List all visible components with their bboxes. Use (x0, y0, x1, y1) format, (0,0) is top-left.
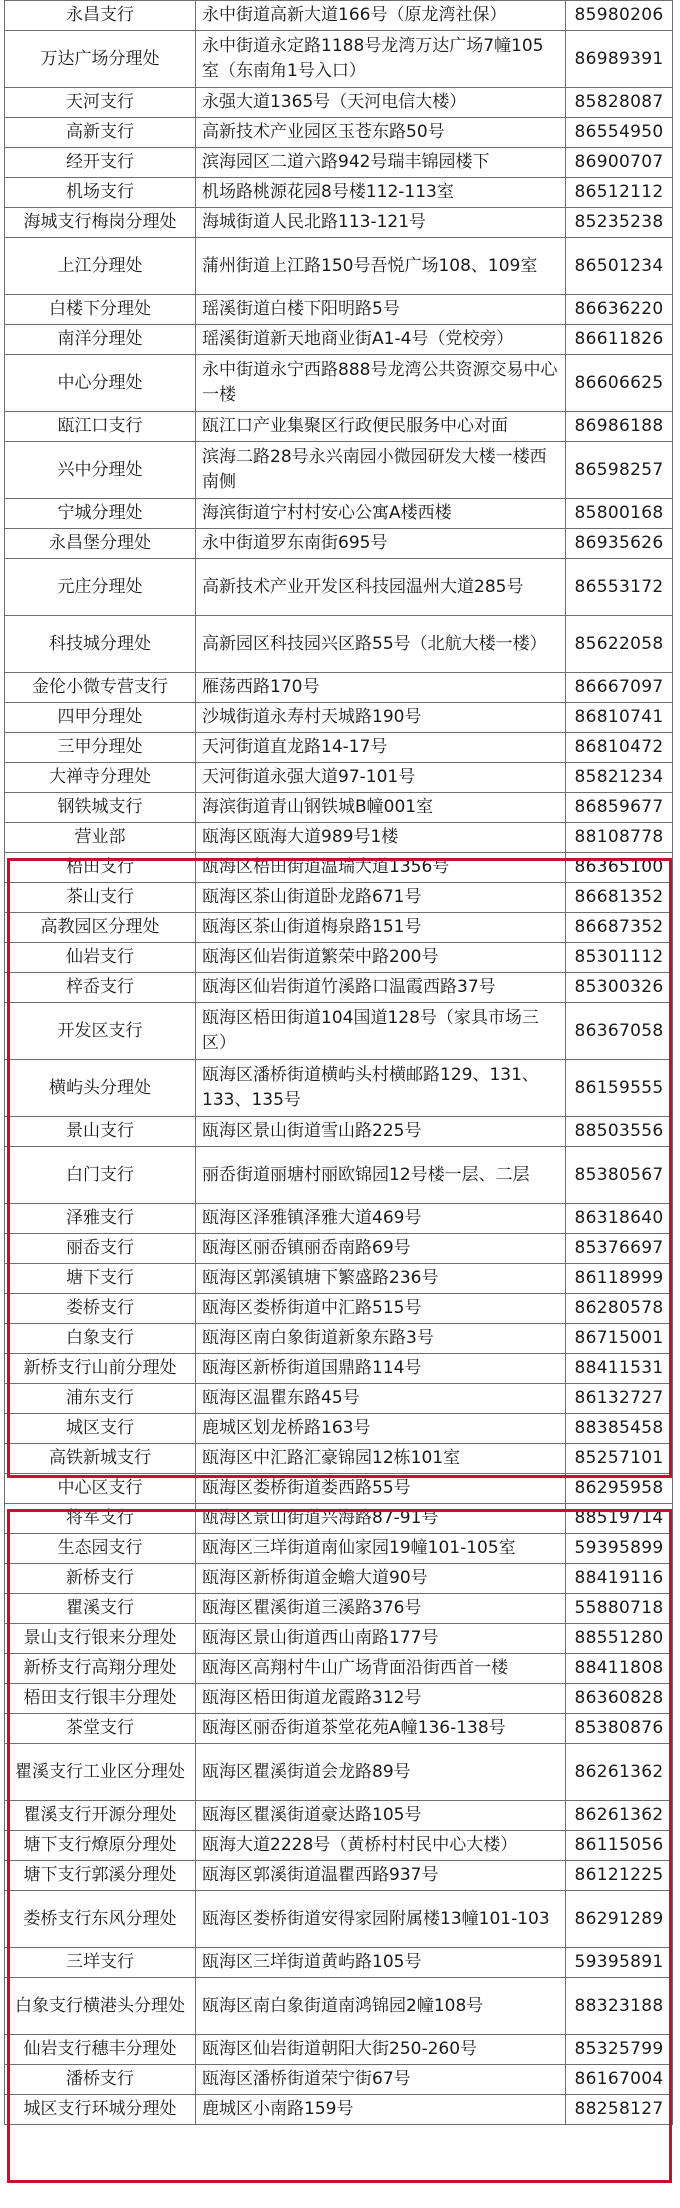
address-cell: 雁荡西路170号 (196, 673, 566, 703)
table-row (5, 178, 673, 208)
branch-name-cell: 新桥支行山前分理处 (5, 1354, 196, 1384)
address-cell: 海滨街道青山钢铁城B幢001室 (196, 793, 566, 823)
branch-name-cell: 元庄分理处 (5, 559, 196, 616)
phone-cell: 85380567 (566, 1147, 673, 1204)
table-row (5, 31, 673, 88)
branch-name-cell: 高新支行 (5, 118, 196, 148)
phone-cell: 88385458 (566, 1414, 673, 1444)
address-cell: 瓯海区景山街道雪山路225号 (196, 1117, 566, 1147)
phone-cell: 86810741 (566, 703, 673, 733)
address-cell: 瓯海区景山街道兴海路87-91号 (196, 1504, 566, 1534)
phone-cell: 55880718 (566, 1594, 673, 1624)
address-cell: 瓯海区泽雅镇泽雅大道469号 (196, 1204, 566, 1234)
address-cell: 瓯海区郭溪街道温瞿西路937号 (196, 1861, 566, 1891)
phone-cell: 86167004 (566, 2065, 673, 2095)
table-row (5, 1978, 673, 2035)
phone-cell: 86367058 (566, 1003, 673, 1060)
phone-cell: 86360828 (566, 1684, 673, 1714)
table-row (5, 1060, 673, 1117)
phone-cell: 85622058 (566, 616, 673, 673)
branch-name-cell: 白象支行横港头分理处 (5, 1978, 196, 2035)
branch-name-cell: 中心区支行 (5, 1474, 196, 1504)
table-row (5, 88, 673, 118)
branch-name-cell: 科技城分理处 (5, 616, 196, 673)
table-row (5, 1003, 673, 1060)
table-row (5, 793, 673, 823)
table-row (5, 823, 673, 853)
phone-cell: 88519714 (566, 1504, 673, 1534)
table-row (5, 1384, 673, 1414)
table-row (5, 1444, 673, 1474)
phone-cell: 86935626 (566, 529, 673, 559)
branch-name-cell: 将军支行 (5, 1504, 196, 1534)
address-cell: 高新技术产业开发区科技园温州大道285号 (196, 559, 566, 616)
phone-cell: 88419116 (566, 1564, 673, 1594)
phone-cell: 86159555 (566, 1060, 673, 1117)
branch-name-cell: 永昌堡分理处 (5, 529, 196, 559)
address-cell: 鹿城区小南路159号 (196, 2095, 566, 2125)
table-row (5, 2035, 673, 2065)
branch-name-cell: 南洋分理处 (5, 325, 196, 355)
phone-cell: 85800168 (566, 499, 673, 529)
branch-name-cell: 机场支行 (5, 178, 196, 208)
table-row (5, 1264, 673, 1294)
branch-name-cell: 瞿溪支行 (5, 1594, 196, 1624)
phone-cell: 86687352 (566, 913, 673, 943)
phone-cell: 85300326 (566, 973, 673, 1003)
table-row (5, 1564, 673, 1594)
branch-name-cell: 景山支行 (5, 1117, 196, 1147)
address-cell: 瓯海区郭溪镇塘下繁盛路236号 (196, 1264, 566, 1294)
phone-cell: 86606625 (566, 355, 673, 412)
address-cell: 瓯海区丽岙街道茶堂花苑A幢136-138号 (196, 1714, 566, 1744)
phone-cell: 85828087 (566, 88, 673, 118)
branch-name-cell: 四甲分理处 (5, 703, 196, 733)
table-row (5, 1744, 673, 1801)
table-row (5, 325, 673, 355)
branch-name-cell: 瞿溪支行工业区分理处 (5, 1744, 196, 1801)
phone-cell: 86667097 (566, 673, 673, 703)
branch-name-cell: 娄桥支行东风分理处 (5, 1891, 196, 1948)
address-cell: 永中街道罗东南街695号 (196, 529, 566, 559)
address-cell: 瓯海区景山街道西山南路177号 (196, 1624, 566, 1654)
phone-cell: 86715001 (566, 1324, 673, 1354)
table-row (5, 1654, 673, 1684)
address-cell: 瓯海区仙岩街道朝阳大街250-260号 (196, 2035, 566, 2065)
table-row (5, 913, 673, 943)
branch-name-cell: 天河支行 (5, 88, 196, 118)
branch-name-cell: 瓯江口支行 (5, 412, 196, 442)
address-cell: 瓯海区仙岩街道繁荣中路200号 (196, 943, 566, 973)
table-row (5, 1594, 673, 1624)
branch-name-cell: 大禅寺分理处 (5, 763, 196, 793)
table-row (5, 1147, 673, 1204)
phone-cell: 86598257 (566, 442, 673, 499)
branch-name-cell: 高铁新城支行 (5, 1444, 196, 1474)
address-cell: 高新园区科技园兴区路55号（北航大楼一楼） (196, 616, 566, 673)
phone-cell: 88503556 (566, 1117, 673, 1147)
table-row (5, 529, 673, 559)
table-row (5, 355, 673, 412)
phone-cell: 86365100 (566, 853, 673, 883)
branch-name-cell: 梓岙支行 (5, 973, 196, 1003)
branch-name-cell: 梧田支行 (5, 853, 196, 883)
phone-cell: 88551280 (566, 1624, 673, 1654)
branch-name-cell: 高教园区分理处 (5, 913, 196, 943)
table-row (5, 1948, 673, 1978)
branch-name-cell: 宁城分理处 (5, 499, 196, 529)
table-row (5, 1354, 673, 1384)
table-row (5, 1684, 673, 1714)
branch-name-cell: 生态园支行 (5, 1534, 196, 1564)
address-cell: 瓯海区南白象街道南鸿锦园2幢108号 (196, 1978, 566, 2035)
branch-name-cell: 浦东支行 (5, 1384, 196, 1414)
address-cell: 瓯海区娄桥街道娄西路55号 (196, 1474, 566, 1504)
branch-name-cell: 中心分理处 (5, 355, 196, 412)
address-cell: 沙城街道永寿村天城路190号 (196, 703, 566, 733)
branch-name-cell: 茶堂支行 (5, 1714, 196, 1744)
table-row (5, 1324, 673, 1354)
table-row (5, 1801, 673, 1831)
table-row (5, 1294, 673, 1324)
branch-name-cell: 仙岩支行 (5, 943, 196, 973)
phone-cell: 86121225 (566, 1861, 673, 1891)
phone-cell: 86295958 (566, 1474, 673, 1504)
phone-cell: 86291289 (566, 1891, 673, 1948)
phone-cell: 86611826 (566, 325, 673, 355)
phone-cell: 86900707 (566, 148, 673, 178)
phone-cell: 85821234 (566, 763, 673, 793)
address-cell: 天河街道永强大道97-101号 (196, 763, 566, 793)
address-cell: 机场路桃源花园8号楼112-113室 (196, 178, 566, 208)
address-cell: 瓯海区瞿溪街道会龙路89号 (196, 1744, 566, 1801)
table-row (5, 1714, 673, 1744)
table-row (5, 559, 673, 616)
phone-cell: 86986188 (566, 412, 673, 442)
branch-name-cell: 茶山支行 (5, 883, 196, 913)
table-row (5, 763, 673, 793)
address-cell: 瓯海区茶山街道卧龙路671号 (196, 883, 566, 913)
address-cell: 瓯海区梧田街道104国道128号（家具市场三区） (196, 1003, 566, 1060)
branch-name-cell: 瞿溪支行开源分理处 (5, 1801, 196, 1831)
address-cell: 丽岙街道丽塘村丽欧锦园12号楼一层、二层 (196, 1147, 566, 1204)
branch-name-cell: 仙岩支行穗丰分理处 (5, 2035, 196, 2065)
table-row (5, 148, 673, 178)
phone-cell: 85325799 (566, 2035, 673, 2065)
table-row (5, 1891, 673, 1948)
phone-cell: 88411808 (566, 1654, 673, 1684)
table-row (5, 703, 673, 733)
table-row (5, 442, 673, 499)
branch-name-cell: 永昌支行 (5, 1, 196, 31)
table-row (5, 2095, 673, 2125)
table-row (5, 1, 673, 31)
phone-cell: 86115056 (566, 1831, 673, 1861)
branch-name-cell: 塘下支行 (5, 1264, 196, 1294)
table-row (5, 616, 673, 673)
table-row (5, 1474, 673, 1504)
branch-name-cell: 海城支行梅岗分理处 (5, 208, 196, 238)
address-cell: 瓯海区梧田街道龙霞路312号 (196, 1684, 566, 1714)
branch-name-cell: 白门支行 (5, 1147, 196, 1204)
phone-cell: 86318640 (566, 1204, 673, 1234)
phone-cell: 86512112 (566, 178, 673, 208)
phone-cell: 86553172 (566, 559, 673, 616)
address-cell: 瓯海区南白象街道新象东路3号 (196, 1324, 566, 1354)
branch-name-cell: 上江分理处 (5, 238, 196, 295)
table-row (5, 1831, 673, 1861)
table-row (5, 238, 673, 295)
branch-name-cell: 新桥支行 (5, 1564, 196, 1594)
phone-cell: 86636220 (566, 295, 673, 325)
branch-name-cell: 新桥支行高翔分理处 (5, 1654, 196, 1684)
address-cell: 瓯海区丽岙镇丽岙南路69号 (196, 1234, 566, 1264)
address-cell: 永强大道1365号（天河电信大楼） (196, 88, 566, 118)
phone-cell: 85980206 (566, 1, 673, 31)
address-cell: 瓯海区三垟街道南仙家园19幢101-105室 (196, 1534, 566, 1564)
table-row (5, 1861, 673, 1891)
table-row (5, 1414, 673, 1444)
address-cell: 瓯海区娄桥街道中汇路515号 (196, 1294, 566, 1324)
address-cell: 瓯海区三垟街道黄屿路105号 (196, 1948, 566, 1978)
table-row (5, 1204, 673, 1234)
table-row (5, 673, 673, 703)
address-cell: 永中街道高新大道166号（原龙湾社保） (196, 1, 566, 31)
phone-cell: 86118999 (566, 1264, 673, 1294)
branch-name-cell: 开发区支行 (5, 1003, 196, 1060)
phone-cell: 86810472 (566, 733, 673, 763)
branch-name-cell: 白楼下分理处 (5, 295, 196, 325)
table-row (5, 853, 673, 883)
phone-cell: 86859677 (566, 793, 673, 823)
address-cell: 永中街道永定路1188号龙湾万达广场7幢105室（东南角1号入口） (196, 31, 566, 88)
address-cell: 瓯海区新桥街道金蟾大道90号 (196, 1564, 566, 1594)
address-cell: 永中街道永宁西路888号龙湾公共资源交易中心一楼 (196, 355, 566, 412)
table-row (5, 2065, 673, 2095)
table-row (5, 208, 673, 238)
branch-name-cell: 泽雅支行 (5, 1204, 196, 1234)
address-cell: 瑶溪街道白楼下阳明路5号 (196, 295, 566, 325)
branch-name-cell: 横屿头分理处 (5, 1060, 196, 1117)
phone-cell: 85257101 (566, 1444, 673, 1474)
address-cell: 瓯海区茶山街道梅泉路151号 (196, 913, 566, 943)
address-cell: 瓯海大道2228号（黄桥村村民中心大楼） (196, 1831, 566, 1861)
branch-name-cell: 三垟支行 (5, 1948, 196, 1978)
table-row (5, 1534, 673, 1564)
phone-cell: 59395899 (566, 1534, 673, 1564)
phone-cell: 88323188 (566, 1978, 673, 2035)
address-cell: 瓯海区瞿溪街道三溪路376号 (196, 1594, 566, 1624)
branch-name-cell: 丽岙支行 (5, 1234, 196, 1264)
branch-name-cell: 经开支行 (5, 148, 196, 178)
table-row (5, 943, 673, 973)
table-row (5, 1504, 673, 1534)
address-cell: 瓯海区梧田街道温瑞大道1356号 (196, 853, 566, 883)
branch-name-cell: 钢铁城支行 (5, 793, 196, 823)
table-row (5, 733, 673, 763)
phone-cell: 86681352 (566, 883, 673, 913)
phone-cell: 85301112 (566, 943, 673, 973)
address-cell: 瓯海区瓯海大道989号1楼 (196, 823, 566, 853)
address-cell: 瓯海区仙岩街道竹溪路口温霞西路37号 (196, 973, 566, 1003)
phone-cell: 86554950 (566, 118, 673, 148)
address-cell: 海城街道人民北路113-121号 (196, 208, 566, 238)
table-row (5, 499, 673, 529)
address-cell: 滨海二路28号永兴南园小微园研发大楼一楼西南侧 (196, 442, 566, 499)
branch-name-cell: 三甲分理处 (5, 733, 196, 763)
address-cell: 瓯海区潘桥街道横屿头村横邮路129、131、133、135号 (196, 1060, 566, 1117)
table-row (5, 883, 673, 913)
branch-name-cell: 城区支行环城分理处 (5, 2095, 196, 2125)
phone-cell: 86261362 (566, 1801, 673, 1831)
phone-cell: 59395891 (566, 1948, 673, 1978)
branch-name-cell: 兴中分理处 (5, 442, 196, 499)
branch-name-cell: 景山支行银来分理处 (5, 1624, 196, 1654)
address-cell: 瓯海区高翔村牛山广场背面沿街西首一楼 (196, 1654, 566, 1684)
phone-cell: 85380876 (566, 1714, 673, 1744)
address-cell: 滨海园区二道六路942号瑞丰锦园楼下 (196, 148, 566, 178)
branch-name-cell: 梧田支行银丰分理处 (5, 1684, 196, 1714)
address-cell: 高新技术产业园区玉苍东路50号 (196, 118, 566, 148)
table-row (5, 1624, 673, 1654)
table-row (5, 118, 673, 148)
address-cell: 瓯海区娄桥街道安得家园附属楼13幢101-103 (196, 1891, 566, 1948)
address-cell: 瓯江口产业集聚区行政便民服务中心对面 (196, 412, 566, 442)
address-cell: 瓯海区瞿溪街道豪达路105号 (196, 1801, 566, 1831)
phone-cell: 86989391 (566, 31, 673, 88)
address-cell: 瓯海区潘桥街道荣宁街67号 (196, 2065, 566, 2095)
phone-cell: 86261362 (566, 1744, 673, 1801)
branch-name-cell: 城区支行 (5, 1414, 196, 1444)
table-row (5, 295, 673, 325)
table-row (5, 1234, 673, 1264)
branch-name-cell: 万达广场分理处 (5, 31, 196, 88)
address-cell: 蒲州街道上江路150号吾悦广场108、109室 (196, 238, 566, 295)
address-cell: 瓯海区温瞿东路45号 (196, 1384, 566, 1414)
phone-cell: 88258127 (566, 2095, 673, 2125)
branch-table (4, 0, 673, 2125)
address-cell: 天河街道直龙路14-17号 (196, 733, 566, 763)
table-row (5, 412, 673, 442)
phone-cell: 86501234 (566, 238, 673, 295)
address-cell: 瓯海区中汇路汇豪锦园12栋101室 (196, 1444, 566, 1474)
branch-name-cell: 营业部 (5, 823, 196, 853)
phone-cell: 86132727 (566, 1384, 673, 1414)
branch-name-cell: 金伦小微专营支行 (5, 673, 196, 703)
table-row (5, 1117, 673, 1147)
address-cell: 瑶溪街道新天地商业街A1-4号（党校旁） (196, 325, 566, 355)
branch-name-cell: 塘下支行燎原分理处 (5, 1831, 196, 1861)
branch-name-cell: 塘下支行郭溪分理处 (5, 1861, 196, 1891)
address-cell: 海滨街道宁村村安心公寓A楼西楼 (196, 499, 566, 529)
phone-cell: 88411531 (566, 1354, 673, 1384)
address-cell: 瓯海区新桥街道国鼎路114号 (196, 1354, 566, 1384)
branch-name-cell: 白象支行 (5, 1324, 196, 1354)
phone-cell: 88108778 (566, 823, 673, 853)
phone-cell: 86280578 (566, 1294, 673, 1324)
table-row (5, 973, 673, 1003)
branch-name-cell: 娄桥支行 (5, 1294, 196, 1324)
branch-name-cell: 潘桥支行 (5, 2065, 196, 2095)
address-cell: 鹿城区划龙桥路163号 (196, 1414, 566, 1444)
branch-table-body (5, 1, 673, 2125)
phone-cell: 85376697 (566, 1234, 673, 1264)
phone-cell: 85235238 (566, 208, 673, 238)
